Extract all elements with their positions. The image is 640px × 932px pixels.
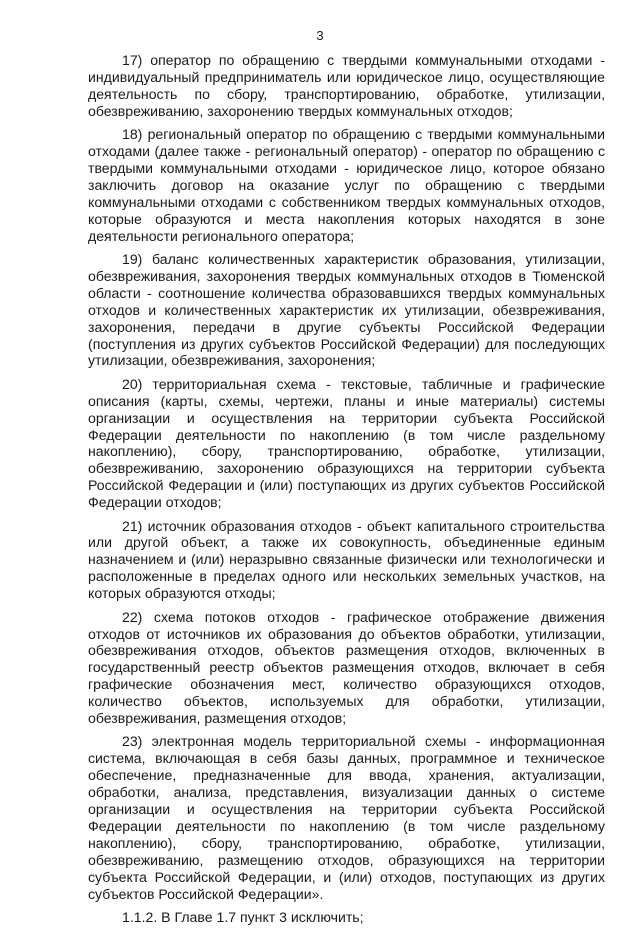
paragraph-1-1-2-amendment: 1.1.2. В Главе 1.7 пункт 3 исключить;	[122, 909, 364, 925]
document-body	[88, 52, 605, 932]
paragraph-22-waste-flow-scheme: 22) схема потоков отходов - графическое отображение движения отходов от источников их образования до объектов обработки, утилизации, обезвреживания отходов, объектов размещения отходов, включенных в государственный реестр объектов размещения отходов, включает в себя графические обозначения мест, количество образующихся отходов, количество объектов, используемых для обработки, утилизации, обезвреживания, размещения отходов;	[88, 608, 605, 727]
paragraph-18-regional-operator: 18) региональный оператор по обращению с твердыми коммунальными отходами (далее также - региональный оператор) - оператор по обращению с твердыми коммунальными отходами - юридическое лицо, которое обязано заключить договор на оказание услуг по обращению с твердыми коммунальными отходами с собственником твердых коммунальных отходов, которые образуются и места накопления которых находятся в зоне деятельности регионального оператора;	[88, 126, 605, 244]
paragraph-20-territorial-scheme: 20) территориальная схема - текстовые, табличные и графические описания (карты, схемы, чертежи, планы и иные материалы) системы организации и осуществления на территории субъекта Российской Федерации деятельности по накоплению (в том числе раздельному накоплению), сбору, транспортированию, обработке, утилизации, обезвреживанию, захоронению образующихся на территории субъекта Российской Федерации и (или) поступающих из других субъектов Российской Федерации отходов;	[88, 375, 605, 511]
paragraph-23-electronic-model: 23) электронная модель территориальной схемы - информационная система, включающая в себя базы данных, программное и техническое обеспечение, предназначенные для ввода, хранения, актуализации, обработки, анализа, представления, визуализации данных о системе организации и осуществления на территории субъекта Российской Федерации деятельности по накоплению (в том числе раздельному накоплению), сбору, транспортированию, обработке, утилизации, обезвреживанию, размещению отходов, образующихся на территории субъекта Российской Федерации, и (или) отходов, поступающих из других субъектов Российской Федерации».	[88, 733, 605, 902]
paragraph-21-waste-source: 21) источник образования отходов - объект капитального строительства или другой объект, а также их совокупность, объединенные единым назначением и (или) неразрывно связанные физически или технологически и расположенные в пределах одного или нескольких земельных участков, на которых образуются отходы;	[88, 517, 605, 602]
paragraph-19-balance: 19) баланс количественных характеристик образования, утилизации, обезвреживания, захоронения твердых коммунальных отходов в Тюменской области - соотношение количества образовавшихся твердых коммунальных отходов и количественных характеристик их утилизации, обезвреживания, захоронения, передачи в другие субъекты Российской Федерации (поступления из других субъектов Российской Федерации) для последующих утилизации, обезвреживания, захоронения;	[88, 250, 605, 369]
page-number: 3	[316, 28, 324, 43]
paragraph-17-operator: 17) оператор по обращению с твердыми коммунальными отходами - индивидуальный предприниматель или юридическое лицо, осуществляющие деятельность по сбору, транспортированию, обработке, утилизации, обезвреживанию, захоронению твердых коммунальных отходов;	[88, 52, 605, 119]
